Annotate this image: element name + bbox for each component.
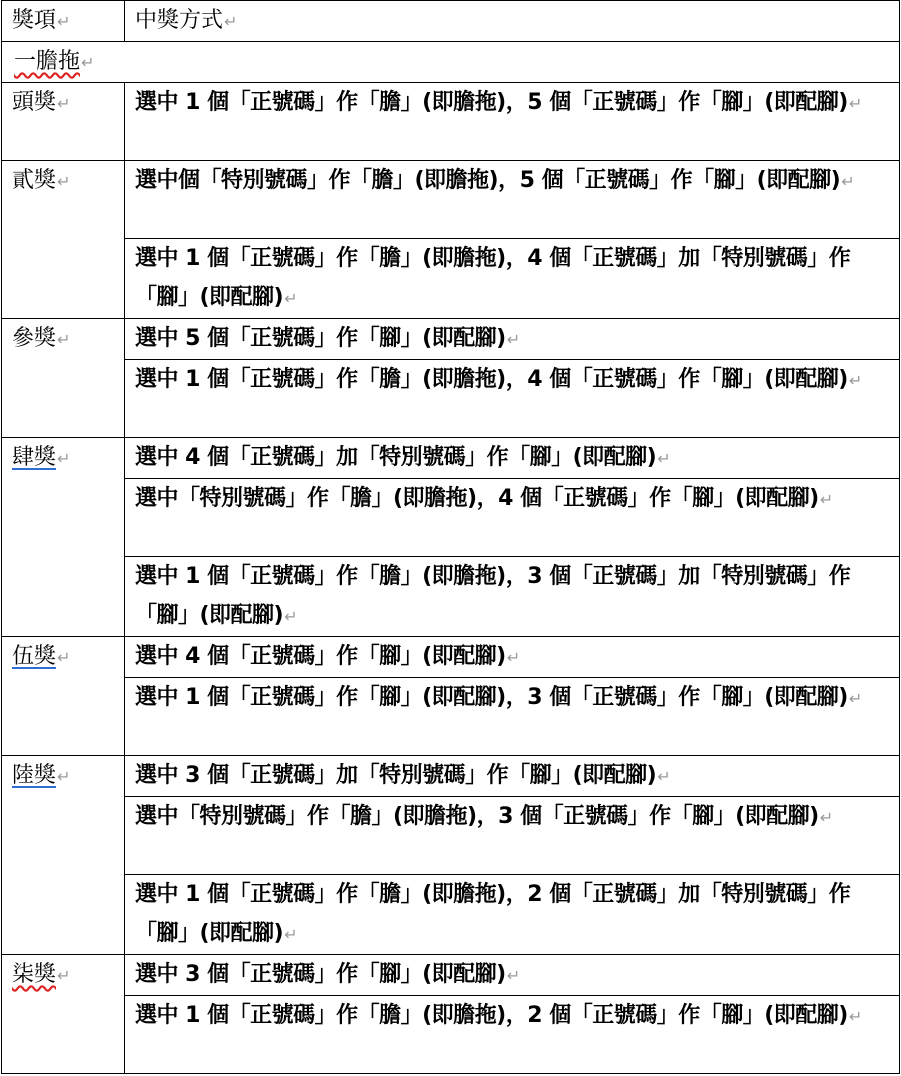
pilcrow-mark: ↵ xyxy=(57,172,71,191)
prize-name: 貳獎 xyxy=(12,168,57,193)
method-cell xyxy=(125,319,900,360)
pilcrow-mark: ↵ xyxy=(819,808,833,827)
pilcrow-mark: ↵ xyxy=(57,966,71,985)
prize-row xyxy=(2,678,900,756)
prize-name-cell xyxy=(2,319,125,438)
method-text: 選中 1 個「正號碼」作「膽」(即膽拖)，3 個「正號碼」加「特別號碼」作「腳」(即配腳) xyxy=(135,564,851,628)
prize-name: 伍獎 xyxy=(12,644,57,669)
pilcrow-mark: ↵ xyxy=(81,53,95,72)
pilcrow-mark: ↵ xyxy=(506,966,520,985)
method-cell xyxy=(125,83,900,161)
method-cell xyxy=(125,875,900,955)
prize-name-cell xyxy=(2,955,125,1074)
prize-name: 頭獎 xyxy=(12,90,57,115)
prize-row xyxy=(2,239,900,319)
prize-name: 參獎 xyxy=(12,326,57,351)
prize-name: 肆獎 xyxy=(12,445,57,470)
method-text: 選中 1 個「正號碼」作「膽」(即膽拖)，5 個「正號碼」作「腳」(即配腳) xyxy=(135,90,848,115)
prize-name-cell xyxy=(2,637,125,756)
header-method-cell xyxy=(125,1,900,42)
method-text: 選中 3 個「正號碼」作「腳」(即配腳) xyxy=(135,962,506,987)
method-cell xyxy=(125,797,900,875)
pilcrow-mark: ↵ xyxy=(57,330,71,349)
method-cell xyxy=(125,557,900,637)
prize-table xyxy=(1,0,900,1074)
pilcrow-mark: ↵ xyxy=(848,1007,862,1026)
method-cell xyxy=(125,438,900,479)
pilcrow-mark: ↵ xyxy=(848,689,862,708)
prize-row xyxy=(2,557,900,637)
prize-name: 柒獎 xyxy=(12,962,57,987)
header-row xyxy=(2,1,900,42)
method-text: 選中 1 個「正號碼」作「膽」(即膽拖)，4 個「正號碼」加「特別號碼」作「腳」(即配腳) xyxy=(135,246,851,310)
prize-row xyxy=(2,637,900,678)
header-prize-label: 獎項 xyxy=(12,8,57,33)
prize-row xyxy=(2,479,900,557)
method-text: 選中 1 個「正號碼」作「腳」(即配腳)，3 個「正號碼」作「腳」(即配腳) xyxy=(135,685,848,710)
pilcrow-mark: ↵ xyxy=(57,648,71,667)
header-method-label: 中獎方式 xyxy=(135,8,224,33)
method-cell xyxy=(125,678,900,756)
section-title-cell xyxy=(2,42,900,83)
method-text: 選中 3 個「正號碼」加「特別號碼」作「腳」(即配腳) xyxy=(135,763,657,788)
method-text: 選中個「特別號碼」作「膽」(即膽拖)，5 個「正號碼」作「腳」(即配腳) xyxy=(135,168,841,193)
prize-row xyxy=(2,83,900,161)
section-title: 一膽拖 xyxy=(14,49,81,74)
prize-row xyxy=(2,438,900,479)
pilcrow-mark: ↵ xyxy=(57,449,71,468)
prize-row xyxy=(2,360,900,438)
pilcrow-mark: ↵ xyxy=(284,607,298,626)
pilcrow-mark: ↵ xyxy=(657,767,671,786)
prize-row xyxy=(2,797,900,875)
method-cell xyxy=(125,637,900,678)
pilcrow-mark: ↵ xyxy=(848,94,862,113)
pilcrow-mark: ↵ xyxy=(57,94,71,113)
method-text: 選中 4 個「正號碼」作「腳」(即配腳) xyxy=(135,644,506,669)
pilcrow-mark: ↵ xyxy=(284,925,298,944)
prize-name-cell xyxy=(2,161,125,319)
prize-row xyxy=(2,161,900,239)
prize-row xyxy=(2,996,900,1074)
method-text: 選中 5 個「正號碼」作「腳」(即配腳) xyxy=(135,326,506,351)
method-text: 選中 1 個「正號碼」作「膽」(即膽拖)，2 個「正號碼」加「特別號碼」作「腳」(即配腳) xyxy=(135,882,851,946)
method-cell xyxy=(125,360,900,438)
pilcrow-mark: ↵ xyxy=(819,490,833,509)
prize-row xyxy=(2,955,900,996)
method-text: 選中 1 個「正號碼」作「膽」(即膽拖)，2 個「正號碼」作「腳」(即配腳) xyxy=(135,1003,848,1028)
pilcrow-mark: ↵ xyxy=(506,330,520,349)
header-prize-cell xyxy=(2,1,125,42)
prize-name-cell xyxy=(2,438,125,637)
prize-row xyxy=(2,875,900,955)
method-text: 選中 4 個「正號碼」加「特別號碼」作「腳」(即配腳) xyxy=(135,445,657,470)
method-cell xyxy=(125,955,900,996)
prize-name-cell xyxy=(2,83,125,161)
pilcrow-mark: ↵ xyxy=(841,172,855,191)
method-cell xyxy=(125,239,900,319)
prize-name-cell xyxy=(2,756,125,955)
prize-name: 陸獎 xyxy=(12,763,57,788)
pilcrow-mark: ↵ xyxy=(284,289,298,308)
section-row xyxy=(2,42,900,83)
method-text: 選中 1 個「正號碼」作「膽」(即膽拖)，4 個「正號碼」作「腳」(即配腳) xyxy=(135,367,848,392)
prize-row xyxy=(2,319,900,360)
method-text: 選中「特別號碼」作「膽」(即膽拖)，3 個「正號碼」作「腳」(即配腳) xyxy=(135,804,819,829)
prize-row xyxy=(2,756,900,797)
pilcrow-mark: ↵ xyxy=(57,12,71,31)
pilcrow-mark: ↵ xyxy=(57,767,71,786)
method-cell xyxy=(125,161,900,239)
pilcrow-mark: ↵ xyxy=(506,648,520,667)
pilcrow-mark: ↵ xyxy=(848,371,862,390)
pilcrow-mark: ↵ xyxy=(224,12,238,31)
pilcrow-mark: ↵ xyxy=(657,449,671,468)
method-cell xyxy=(125,756,900,797)
method-cell xyxy=(125,996,900,1074)
method-text: 選中「特別號碼」作「膽」(即膽拖)，4 個「正號碼」作「腳」(即配腳) xyxy=(135,486,819,511)
method-cell xyxy=(125,479,900,557)
